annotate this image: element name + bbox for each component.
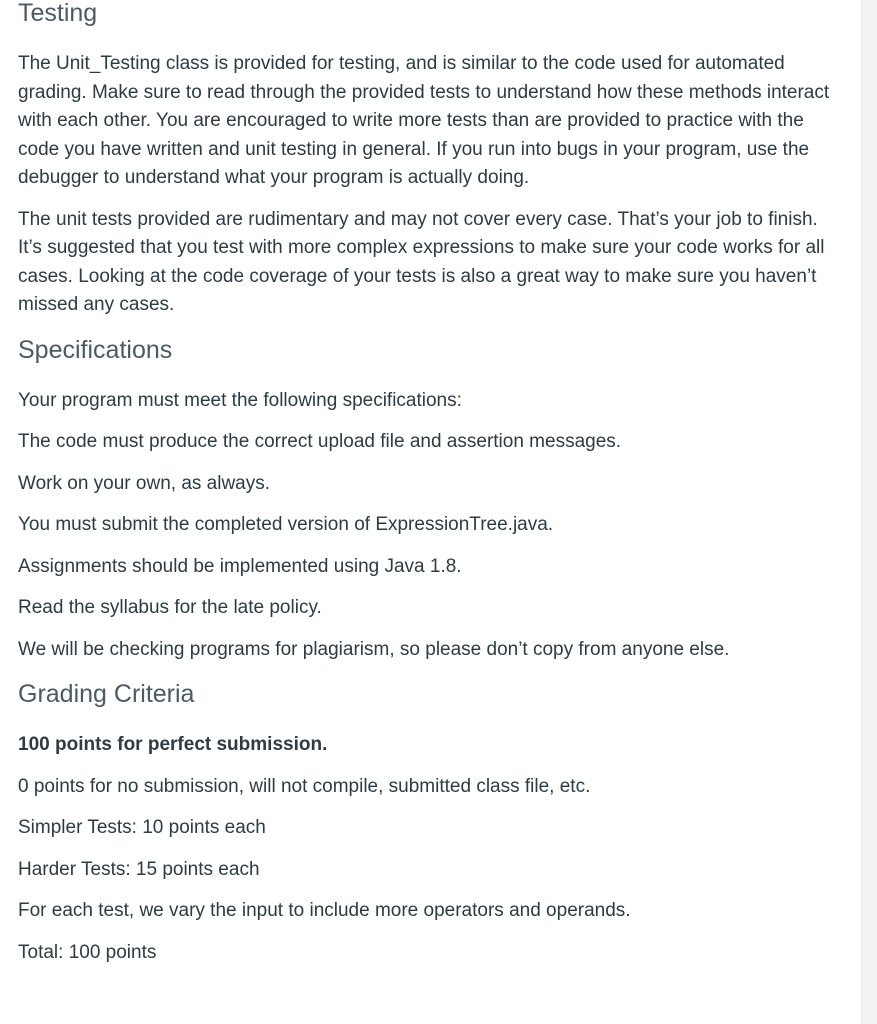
assignment-content <box>18 0 844 980</box>
grading-section <box>18 679 844 967</box>
grading-item: Total: 100 points <box>18 941 157 963</box>
grading-item: Harder Tests: 15 points each <box>18 858 260 880</box>
spec-item: The code must produce the correct upload file and assertion messages. <box>18 431 622 452</box>
grading-item: For each test, we vary the input to include more operators and operands. <box>18 900 631 921</box>
grading-item: 0 points for no submission, will not compile, submitted class file, etc. <box>18 775 591 797</box>
grading-heading: Grading Criteria <box>18 680 195 708</box>
spec-item: You must submit the completed version of ExpressionTree.java. <box>18 514 554 535</box>
specifications-section <box>18 335 844 665</box>
spec-item: We will be checking programs for plagiarism, so please don’t copy from anyone else. <box>18 638 730 660</box>
testing-paragraph-1: The Unit_Testing class is provided for testing, and is similar to the code used for automated grading. Make sure to read through the provided tests to understand how these methods interact with each other. You are encouraged to write more tests than are provided to practice with the code you have written and unit testing in general. If you run into bugs in your program, use the debugger to understand what your program is actually doing. <box>18 53 830 188</box>
page-scrollbar[interactable] <box>861 0 877 1024</box>
testing-paragraph-2: The unit tests provided are rudimentary and may not cover every case. That’s your job to finish. It’s suggested that you test with more complex expressions to make sure your code works for all cases. Looking at the code coverage of your tests is also a great way to make sure you haven’t missed any cases. <box>18 208 825 315</box>
specifications-heading: Specifications <box>18 335 173 364</box>
spec-item: Work on your own, as always. <box>18 472 271 494</box>
spec-item: Your program must meet the following specifications: <box>18 389 462 411</box>
testing-heading: Testing <box>18 0 98 27</box>
spec-item: Read the syllabus for the late policy. <box>18 597 322 618</box>
grading-bold-line: 100 points for perfect submission. <box>18 734 328 755</box>
testing-section <box>18 0 844 320</box>
grading-item: Simpler Tests: 10 points each <box>18 817 266 838</box>
spec-item: Assignments should be implemented using Java 1.8. <box>18 555 462 577</box>
